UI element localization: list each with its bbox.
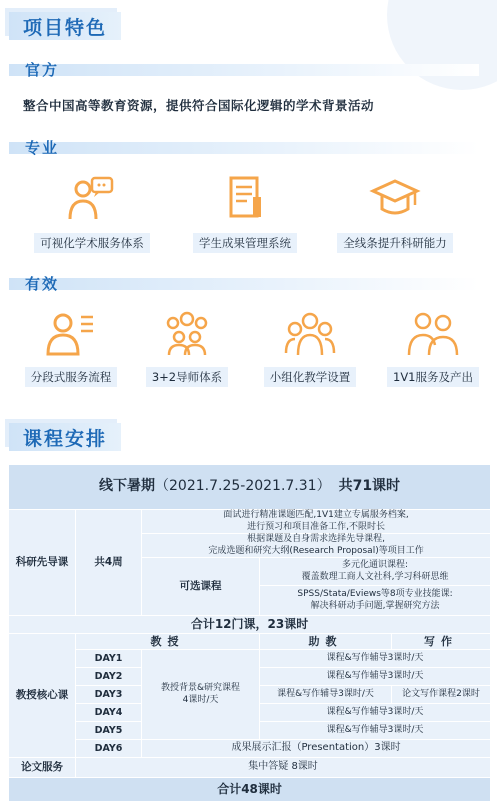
mentor-group-icon	[161, 309, 213, 357]
day-label: DAY3	[76, 686, 142, 704]
one-on-one-icon	[407, 309, 459, 357]
assistant-content: 课程&写作辅导3课时/天	[260, 668, 491, 686]
assistant-content: 课程&写作辅导3课时/天	[260, 650, 491, 668]
small-group-icon	[284, 309, 336, 357]
official-heading	[9, 61, 479, 79]
feature-label: 学生成果管理系统	[193, 233, 297, 253]
heading-band	[9, 64, 479, 76]
feature-label: 全线条提升科研能力	[337, 233, 453, 253]
feature-academic-service	[27, 175, 157, 253]
day-label: DAY5	[76, 722, 142, 740]
assistant-content: 课程&写作辅导3课时/天	[260, 686, 392, 704]
optional-general-course: 多元化通识课程: 覆盖数理工商人文社科,学习科研思维	[260, 558, 491, 586]
feature-label: 可视化学术服务体系	[34, 233, 150, 253]
table-row	[9, 740, 491, 758]
core-column-header-row	[9, 634, 491, 650]
day-label: DAY6	[76, 740, 142, 758]
research-duration: 共4周	[76, 510, 142, 616]
features-title-text: 项目特色	[23, 16, 108, 39]
table-row	[9, 758, 491, 778]
total-text: 合计48课时	[9, 778, 491, 802]
professional-heading	[9, 139, 479, 157]
header-dates: （2021.7.25-2021.7.31）	[155, 478, 331, 495]
feature-research-ability	[330, 175, 460, 253]
feature-label: 3+2导师体系	[146, 367, 228, 387]
optional-skills-course: SPSS/Stata/Eviews等8项专业技能课: 解决科研动手问题,掌握研究方法	[260, 586, 491, 616]
day-label: DAY2	[76, 668, 142, 686]
writing-content: 论文写作课程2课时	[392, 686, 491, 704]
official-tagline: 整合中国高等教育资源，提供符合国际化逻辑的学术背景活动	[23, 98, 375, 113]
column-professor: 教授	[76, 634, 260, 650]
feature-label: 小组化教学设置	[264, 367, 357, 387]
thesis-service-label: 论文服务	[9, 758, 76, 778]
subtotal-text: 合计12门课，23课时	[9, 616, 491, 634]
feature-mentor-system	[132, 309, 242, 387]
effective-heading	[9, 275, 479, 293]
graduation-cap-icon	[369, 175, 421, 223]
feature-label: 1V1服务及产出	[387, 367, 479, 387]
day-label: DAY4	[76, 704, 142, 722]
optional-courses-label: 可选课程	[142, 558, 260, 616]
schedule-table	[8, 464, 491, 802]
effective-heading-text: 有效	[25, 275, 60, 293]
total-row	[9, 778, 491, 802]
heading-band	[9, 142, 479, 154]
schedule-header	[9, 465, 491, 510]
research-row-matching: 面试进行精准课题匹配,1V1建立专属服务档案, 进行预习和项目准备工作,不限时长	[142, 510, 491, 534]
day-label: DAY1	[76, 650, 142, 668]
research-label: 科研先导课	[9, 510, 76, 616]
course-section-title	[9, 423, 121, 451]
presentation-content: 成果展示汇报（Presentation）3课时	[142, 740, 491, 758]
table-row	[9, 510, 491, 534]
subtotal-row	[9, 616, 491, 634]
feature-staged-process	[16, 309, 126, 387]
heading-band	[9, 278, 479, 290]
feature-small-group	[255, 309, 365, 387]
professor-course-content: 教授背景&研究课程 4课时/天	[142, 650, 260, 740]
course-title-text: 课程安排	[23, 427, 108, 450]
feature-one-on-one	[378, 309, 488, 387]
document-management-icon	[219, 175, 271, 223]
header-title: 线下暑期	[99, 478, 156, 495]
professional-heading-text: 专业	[25, 139, 60, 157]
feature-label: 分段式服务流程	[25, 367, 118, 387]
official-heading-text: 官方	[25, 61, 60, 79]
core-course-label: 教授核心课	[9, 634, 76, 758]
feature-document-management	[180, 175, 310, 253]
column-writing: 写作	[392, 634, 491, 650]
academic-service-icon	[66, 175, 118, 223]
staged-process-icon	[45, 309, 97, 357]
header-total: 共71课时	[338, 478, 401, 495]
table-row	[9, 650, 491, 668]
assistant-content: 课程&写作辅导3课时/天	[260, 722, 491, 740]
features-section-title	[9, 12, 121, 40]
table-header-row	[9, 465, 491, 510]
column-assistant: 助教	[260, 634, 392, 650]
research-row-proposal: 根据课题及自身需求选择先导课程, 完成选题和研究大纲(Research Proposal)等项目工作	[142, 534, 491, 558]
thesis-service-content: 集中答疑 8课时	[76, 758, 491, 778]
assistant-content: 课程&写作辅导3课时/天	[260, 704, 491, 722]
